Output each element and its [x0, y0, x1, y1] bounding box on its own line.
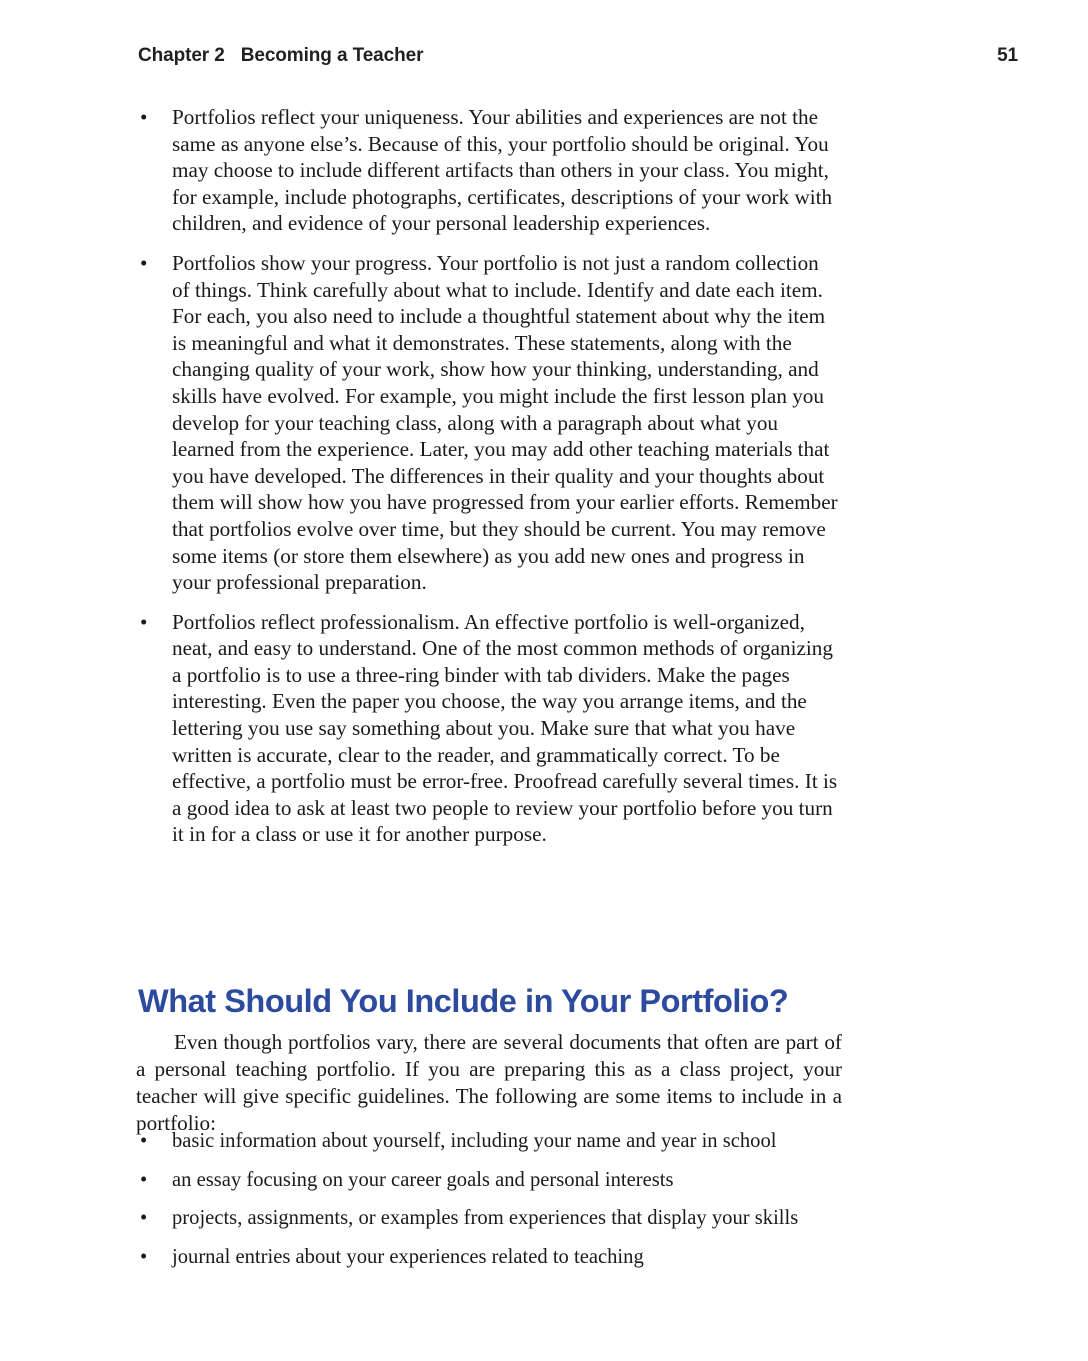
list-item-text: Portfolios reflect your uniqueness. Your abilities and experiences are not the same as anyone else’s. Because of this, your portfolio should be original. You may choose to include different artifacts than others in your class. You might, for example, include photographs, certificates, descriptions of your work with children, and evidence of your personal leadership experiences.	[172, 105, 833, 236]
running-head-title-group	[138, 45, 423, 67]
page-number: 51	[997, 45, 1018, 66]
list-item-text: Portfolios show your progress. Your portfolio is not just a random collection of things. Think carefully about what to include. Identify and date each item. For each, you also need to include a thoughtful statement about why the item is meaningful and what it demonstrates. These statements, along with the changing quality of your work, show how your thinking, understanding, and skills have evolved. For example, you might include the first lesson plan you develop for your teaching class, along with a paragraph about what you learned from the experience. Later, you may add other teaching materials that you have developed. The differences in their quality and your thoughts about them will show how you have progressed from your earlier efforts. Remember that portfolios evolve over time, but they should be current. You may remove some items (or store them elsewhere) as you add new ones and progress in your professional preparation.	[172, 250, 838, 595]
list-item-text: projects, assignments, or examples from experiences that display your skills	[172, 1207, 799, 1230]
list-item	[138, 1128, 854, 1155]
body-content	[138, 104, 840, 848]
bullet-icon: •	[140, 1245, 148, 1268]
bullet-icon: •	[140, 1207, 148, 1230]
portfolio-items-list	[138, 1128, 854, 1270]
bullet-icon: •	[140, 1130, 148, 1152]
chapter-title: Becoming a Teacher	[240, 45, 424, 66]
bullet-icon: •	[140, 1168, 148, 1191]
chapter-label: Chapter 2	[138, 45, 225, 66]
list-item	[138, 104, 840, 237]
running-head	[138, 45, 1018, 67]
list-item-text: Portfolios reflect professionalism. An effective portfolio is well-organized, neat, and easy to understand. One of the most common methods of organizing a portfolio is to use a three-ring binder with tab dividers. Make the pages interesting. Even the paper you choose, the way you arrange items, and the lettering you use say something about you. Make sure that what you have written is accurate, clear to the reader, and grammatically correct. To be effective, a portfolio must be error-free. Proofread carefully several times. It is a good idea to ask at least two people to review your portfolio before you turn it in for a class or use it for another purpose.	[172, 609, 838, 847]
list-item-text: journal entries about your experiences related to teaching	[172, 1245, 644, 1268]
section-heading: What Should You Include in Your Portfolio?	[138, 982, 789, 1019]
list-item	[138, 1244, 854, 1271]
bullet-icon: •	[140, 105, 148, 129]
bullet-icon: •	[140, 609, 148, 634]
list-item	[138, 1167, 854, 1194]
list-item-text: an essay focusing on your career goals and personal interests	[172, 1168, 674, 1191]
list-item	[138, 1205, 854, 1232]
bullet-icon: •	[140, 250, 148, 275]
section-intro-paragraph: Even though portfolios vary, there are several documents that often are part of a personal teaching portfolio. If you are preparing this as a class project, your teacher will give specific guidelines. The following are some items to include in a portfolio:	[136, 1030, 842, 1135]
list-item-text: basic information about yourself, including your name and year in school	[172, 1130, 777, 1152]
list-item	[138, 609, 840, 848]
portfolio-characteristics-list	[138, 104, 840, 848]
list-item	[138, 250, 840, 596]
